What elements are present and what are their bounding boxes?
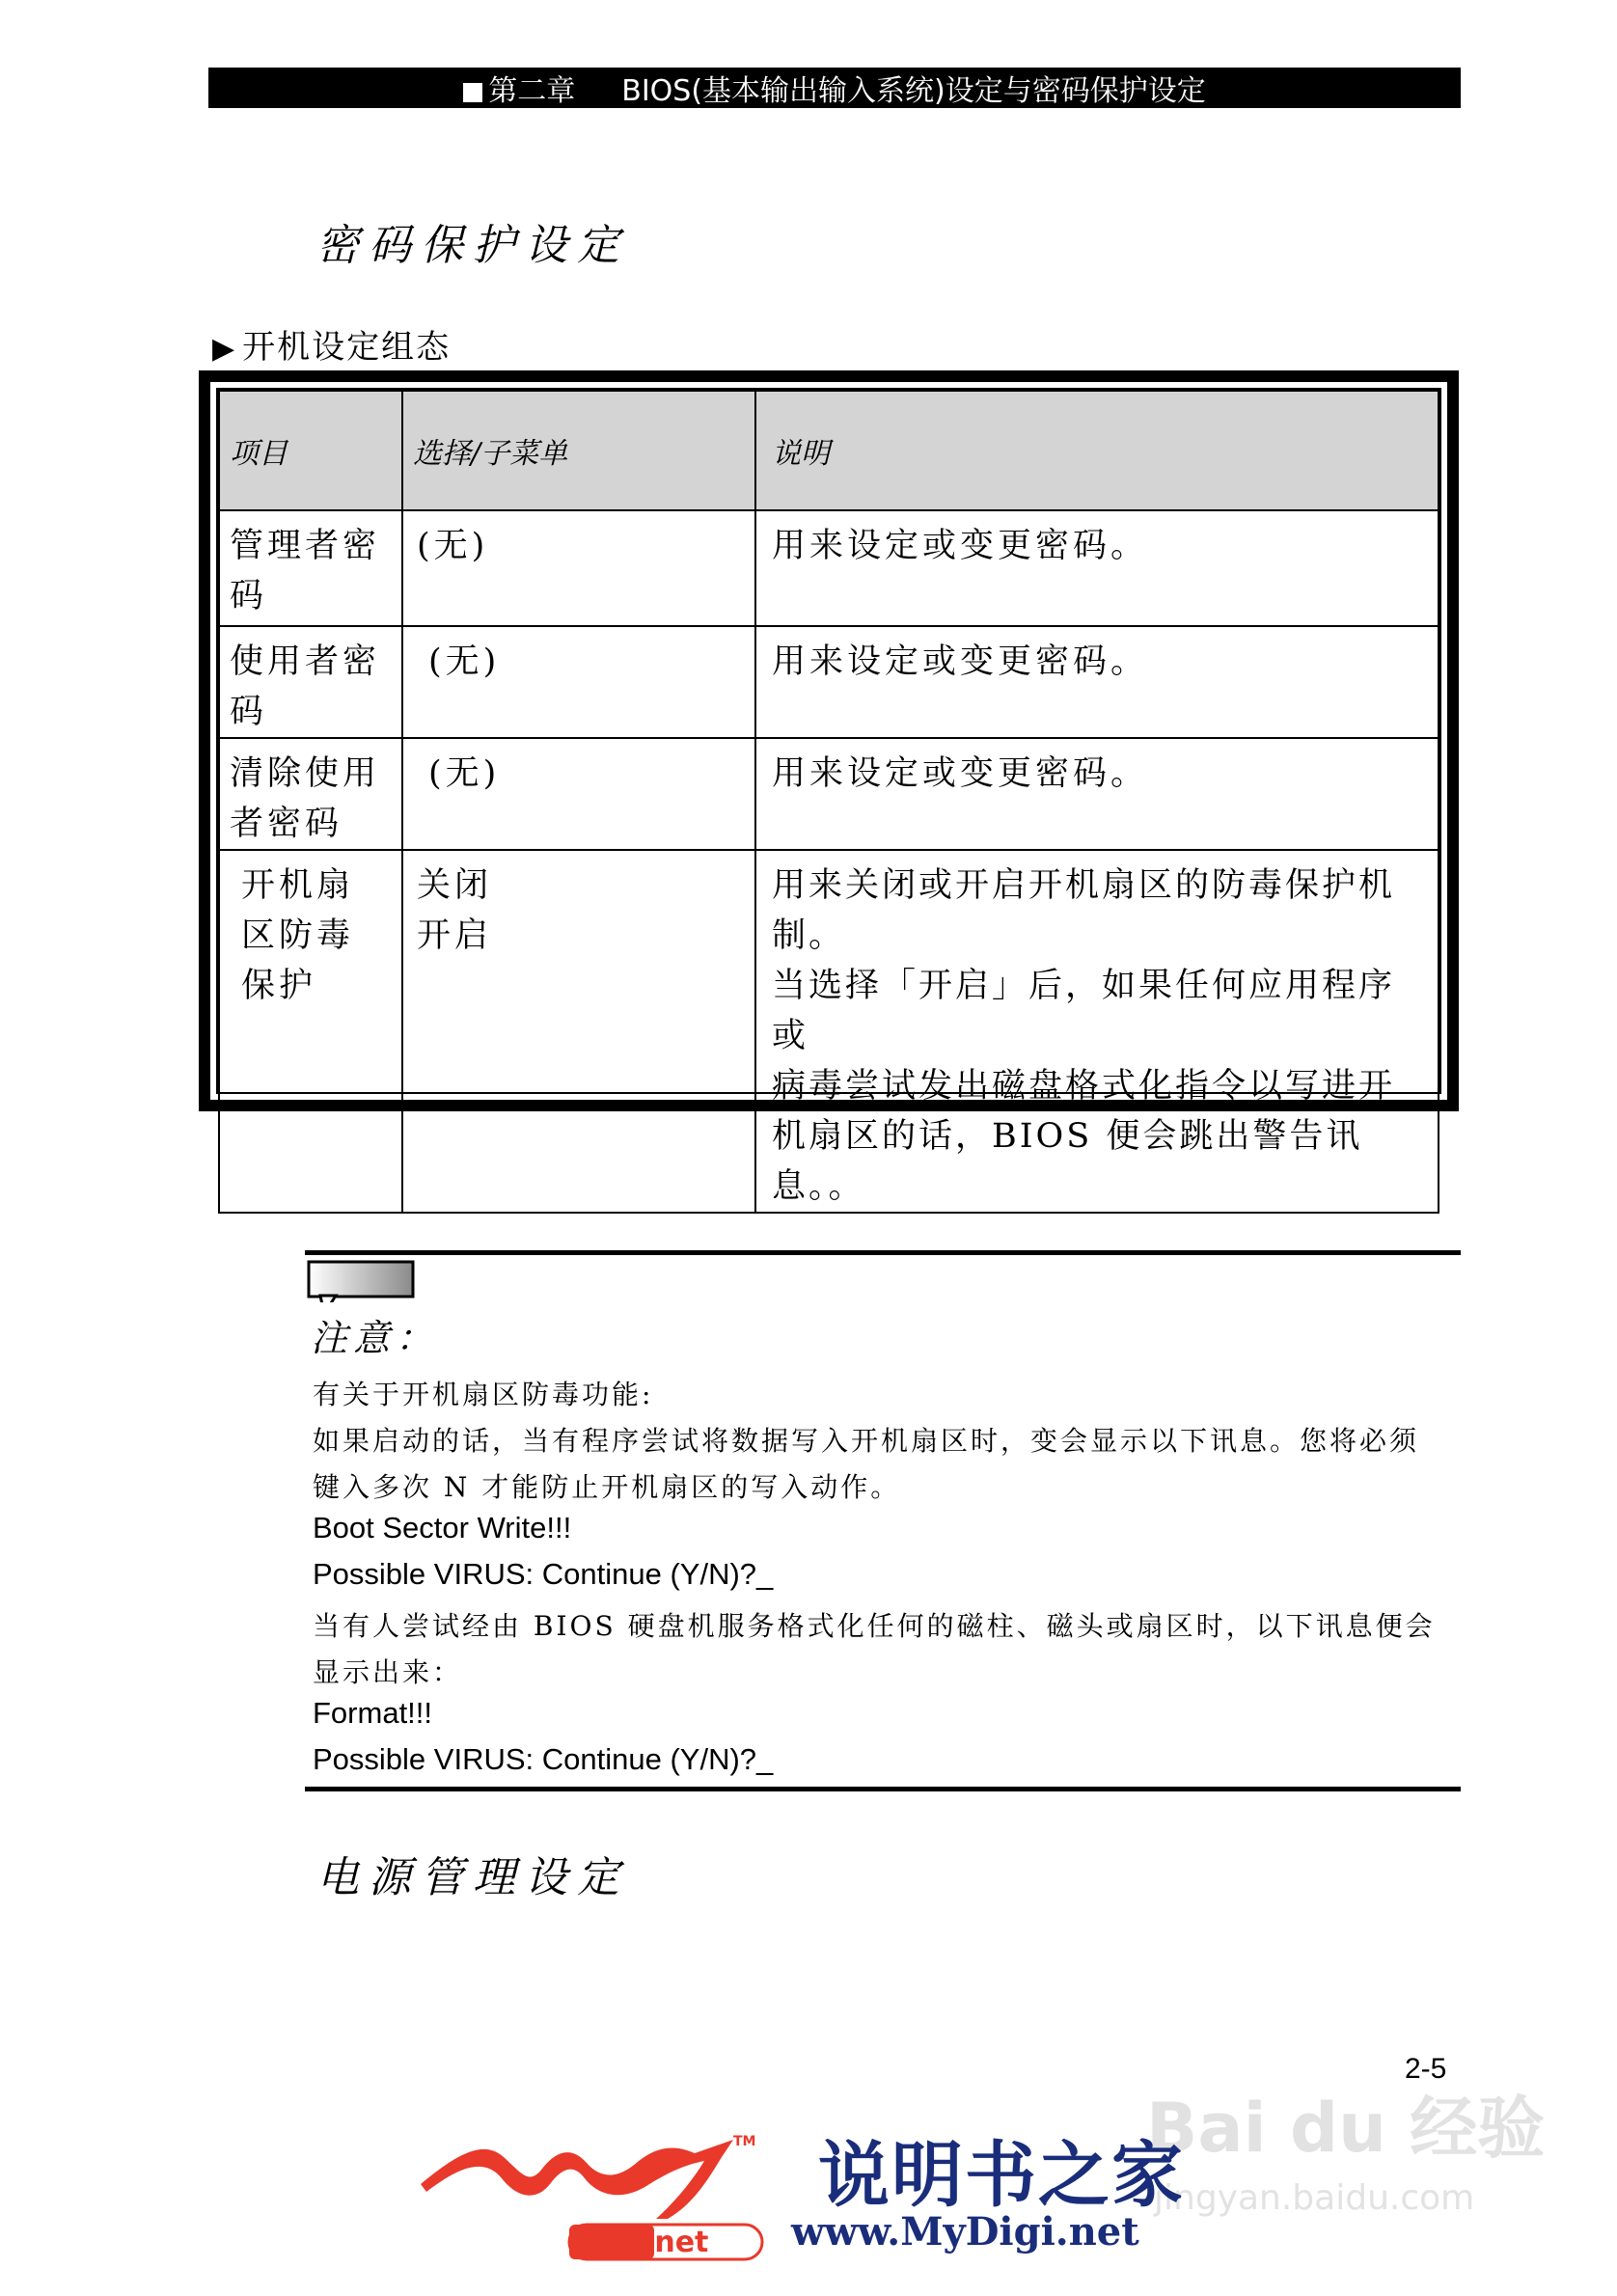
row-option: (无) bbox=[428, 754, 501, 793]
note-line: 有关于开机扇区防毒功能: bbox=[313, 1379, 654, 1410]
row-item: 使用者密 bbox=[230, 642, 381, 681]
row-item: 者密码 bbox=[230, 805, 343, 843]
note-label: 注意： bbox=[311, 1317, 439, 1359]
row-description: 用来设定或变更密码。 bbox=[772, 642, 1149, 681]
note-callout-icon bbox=[307, 1260, 417, 1302]
note-line: 显示出来： bbox=[313, 1656, 463, 1688]
logo-text: Digi.net bbox=[579, 2226, 709, 2259]
baidu-watermark: Bai du 经验 bbox=[1146, 2089, 1546, 2168]
row-item: 码 bbox=[230, 693, 268, 731]
settings-table bbox=[199, 370, 1459, 1206]
row-description: 制。 bbox=[772, 916, 846, 955]
table-row bbox=[219, 738, 1439, 850]
table-row bbox=[219, 510, 1439, 626]
chapter-header-bar bbox=[208, 68, 1461, 108]
page-number: 2-5 bbox=[1405, 2053, 1447, 2085]
table-header-row bbox=[219, 391, 1439, 510]
row-item: 码 bbox=[230, 577, 268, 615]
row-item: 开机扇 bbox=[241, 866, 355, 905]
row-description: 机扇区的话，BIOS 便会跳出警告讯息。。 bbox=[772, 1117, 1363, 1206]
section-title: 密码保护设定 bbox=[316, 221, 629, 270]
triangle-bullet-icon: ▶ bbox=[212, 332, 237, 366]
row-option: (无) bbox=[417, 527, 489, 565]
row-option: (无) bbox=[428, 642, 501, 681]
note-bottom-rule bbox=[305, 1787, 1461, 1791]
row-description: 用来关闭或开启开机扇区的防毒保护机 bbox=[772, 866, 1396, 905]
row-option: 关闭 bbox=[417, 866, 493, 905]
note-message: Boot Sector Write!!! bbox=[313, 1511, 572, 1544]
logo-cn-title: 说明书之家 bbox=[818, 2134, 1185, 2217]
chapter-title: BIOS(基本输出输入系统)设定与密码保护设定 bbox=[621, 74, 1206, 108]
chapter-number: 第二章 bbox=[463, 67, 575, 109]
note-top-rule bbox=[305, 1250, 1461, 1255]
logo-url: www.MyDigi.net bbox=[791, 2209, 1139, 2255]
header-item: 项目 bbox=[219, 391, 402, 510]
logo-tm: TM bbox=[733, 2134, 756, 2149]
note-line: 键入多次 N 才能防止开机扇区的写入动作。 bbox=[313, 1471, 901, 1503]
row-item: 管理者密 bbox=[230, 527, 381, 565]
row-description: 用来设定或变更密码。 bbox=[772, 754, 1149, 793]
table-row bbox=[219, 626, 1439, 738]
header-description: 说明 bbox=[755, 391, 1439, 510]
section-title-2: 电源管理设定 bbox=[316, 1853, 629, 1902]
table-row bbox=[219, 850, 1439, 1213]
row-description: 当选择「开启」后，如果任何应用程序或 bbox=[772, 967, 1396, 1055]
baidu-watermark-url: jingyan.baidu.com bbox=[1154, 2178, 1475, 2218]
row-item: 清除使用 bbox=[230, 754, 381, 793]
subtitle: ▶ 开机设定组态 bbox=[212, 328, 452, 367]
note-line: 当有人尝试经由 BIOS 硬盘机服务格式化任何的磁柱、磁头或扇区时，以下讯息便会 bbox=[313, 1610, 1436, 1642]
row-item: 区防毒 bbox=[241, 916, 355, 955]
header-option: 选择/子菜单 bbox=[402, 391, 755, 510]
row-item: 保护 bbox=[241, 967, 317, 1005]
note-line: 如果启动的话，当有程序尝试将数据写入开机扇区时，变会显示以下讯息。您将必须 bbox=[313, 1425, 1420, 1457]
note-message: Possible VIRUS: Continue (Y/N)?_ bbox=[313, 1742, 774, 1776]
note-message: Possible VIRUS: Continue (Y/N)?_ bbox=[313, 1557, 774, 1591]
mydigi-logo bbox=[415, 2118, 781, 2263]
row-option: 开启 bbox=[417, 916, 493, 955]
row-description: 用来设定或变更密码。 bbox=[772, 527, 1149, 565]
note-message: Format!!! bbox=[313, 1696, 433, 1730]
row-description: 病毒尝试发出磁盘格式化指令以写进开 bbox=[772, 1067, 1396, 1106]
